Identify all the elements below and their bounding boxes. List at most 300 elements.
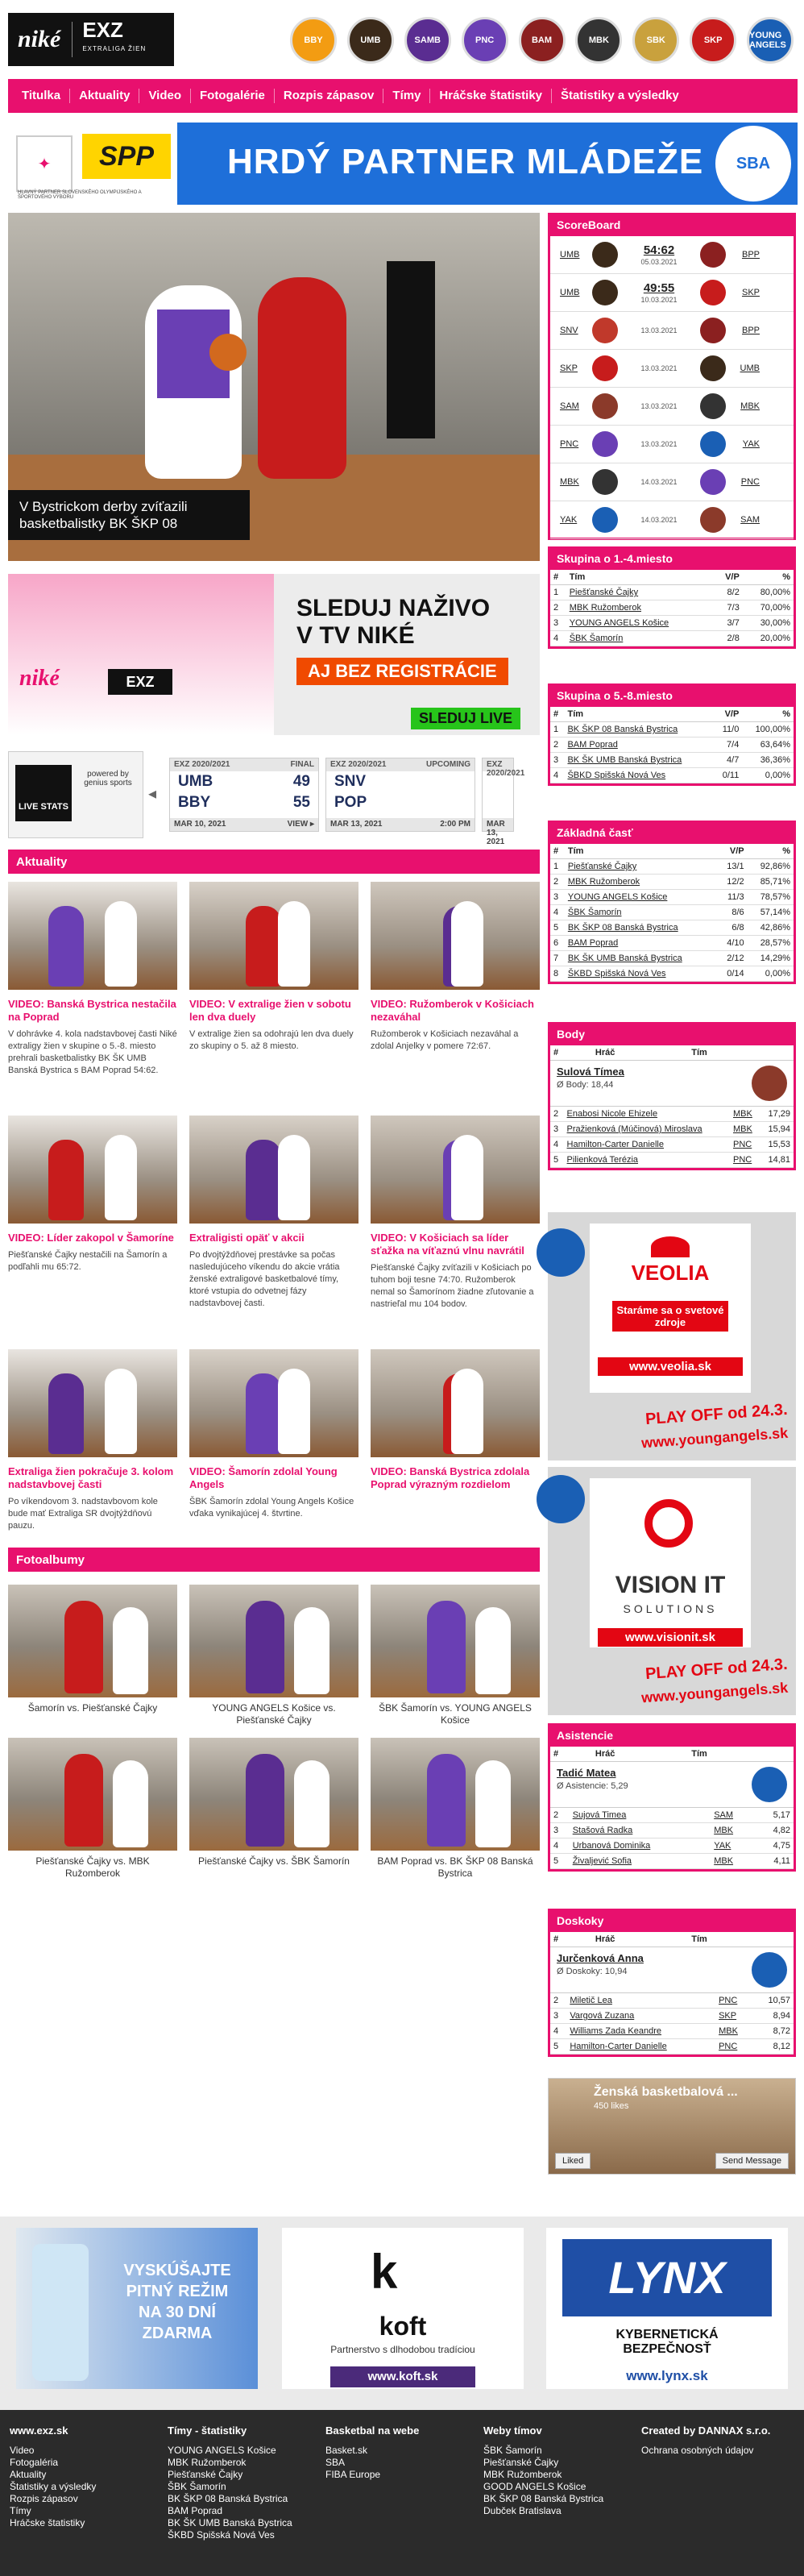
standings-row[interactable] [550,875,794,890]
lynx-url[interactable]: www.lynx.sk [626,2368,708,2383]
match-home[interactable]: SKP [560,364,578,373]
stat-cell: 5 [550,1854,570,1869]
nav-item[interactable]: Rozpis zápasov [275,89,384,103]
footer-link[interactable]: GOOD ANGELS Košice [483,2481,586,2492]
news-title[interactable]: Extraliga žien pokračuje 3. kolom nadstavbovej časti [8,1465,174,1490]
player-figure [105,1369,137,1454]
standings-cell: 4/10 [717,936,747,951]
album-thumbnail[interactable] [189,1585,358,1697]
news-title[interactable]: Extraligisti opäť v akcii [189,1232,305,1244]
standings-cell: 7/4 [714,737,742,753]
scoreboard-match[interactable] [550,274,794,312]
standings-cell: 0,00% [748,966,794,982]
live-cta-button[interactable]: SLEDUJ LIVE [411,708,520,729]
news-card[interactable] [8,882,177,1077]
match-home[interactable]: YAK [560,515,578,525]
scoreboard-match[interactable] [550,388,794,426]
ad-playoff: PLAY OFF od 24.3. [644,1400,789,1429]
stat-row[interactable] [550,1107,794,1122]
stat-column: Hráč [592,1932,688,1947]
player-link[interactable]: Sujová Timea [570,1808,711,1823]
footer-link[interactable]: Hráčske štatistiky [10,2517,85,2528]
standings-cell: 13/1 [717,859,747,875]
match-away[interactable]: MBK [740,401,760,411]
club-logo[interactable]: SAMB [404,17,451,64]
nav-item[interactable]: Fotogalérie [191,89,275,103]
news-thumbnail[interactable] [189,1116,358,1224]
footer-link[interactable]: Piešťanské Čajky [483,2457,559,2468]
stat-rows [550,1107,794,1168]
player-link[interactable]: Williams Zada Keandre [566,2024,715,2039]
leader-text [557,1066,624,1101]
scoreboard-matches [550,236,794,539]
match-result[interactable]: 54:62 [643,243,675,257]
team-link[interactable]: MBK Ružomberok [565,875,718,890]
player-link[interactable]: Miletič Lea [566,1993,715,2009]
club-logo[interactable]: UMB [347,17,394,64]
news-excerpt: ŠBK Šamorín zdolal Young Angels Košice vďaka vynikajúcej 4. štvrtine. [189,1497,354,1519]
news-thumbnail[interactable] [8,1116,177,1224]
scorebar-game[interactable] [325,758,475,832]
news-thumbnail[interactable] [8,882,177,990]
standings-cell: 2 [550,875,565,890]
standings-row[interactable] [550,951,794,966]
footer-link[interactable]: YOUNG ANGELS Košice [168,2445,276,2456]
partner-koft[interactable] [282,2228,524,2389]
match-result[interactable]: 49:55 [643,280,675,295]
news-card[interactable] [8,1349,177,1532]
news-card[interactable] [371,1116,540,1311]
footer-column [10,2424,163,2529]
team-link[interactable]: MBK [711,1823,753,1839]
club-logo[interactable]: SBK [632,17,679,64]
stat-row[interactable] [550,1122,794,1137]
standings-cell: 4/7 [714,753,742,768]
standings-row[interactable] [550,585,794,600]
stat-column [770,1747,794,1762]
stat-row[interactable] [550,1808,794,1823]
fiba-livestats-widget[interactable] [8,751,143,838]
player-figure [278,1369,310,1454]
nav-item[interactable]: Aktuality [70,89,139,103]
album-card[interactable] [189,1585,358,1726]
standings-row[interactable] [550,936,794,951]
footer-link[interactable]: Video [10,2445,35,2456]
player-figure [64,1601,103,1693]
footer-link[interactable]: Tímy [10,2505,31,2516]
team-logo-icon [700,242,726,268]
partner-water[interactable] [16,2228,258,2389]
team-link[interactable]: BK ŠKP 08 Banská Bystrica [565,920,718,936]
scoreboard-match[interactable] [550,312,794,350]
footer-link[interactable]: MBK Ružomberok [483,2469,562,2480]
news-card[interactable] [371,1349,540,1496]
ad-url[interactable]: www.visionit.sk [598,1628,743,1647]
leader-name[interactable]: Tadić Matea [557,1767,616,1779]
facebook-like-button[interactable]: Liked [555,2153,591,2169]
player-figure [105,1135,137,1220]
standings-cell: 30,00% [743,616,794,631]
scorebar-prev-icon[interactable]: ◂ [148,785,157,803]
album-caption[interactable]: Piešťanské Čajky vs. ŠBK Šamorín [198,1855,350,1867]
stat-row[interactable] [550,2039,794,2055]
standings-row[interactable] [550,890,794,905]
player-link[interactable]: Vargová Zuzana [566,2009,715,2024]
stat-row[interactable] [550,1153,794,1168]
hero-caption[interactable]: V Bystrickom derby zvíťazili basketbalistky BK ŠKP 08 [8,490,250,540]
stat-cell: 4 [550,1839,570,1854]
news-thumbnail[interactable] [189,882,358,990]
footer-link[interactable]: BAM Poprad [168,2505,223,2516]
standings-cell: 1 [550,722,564,737]
news-title[interactable]: VIDEO: Ružomberok v Košiciach nezaváhal [371,998,534,1023]
album-card[interactable] [189,1738,358,1868]
club-logo[interactable]: BBY [290,17,337,64]
match-home[interactable]: SAM [560,401,579,411]
news-title[interactable]: VIDEO: Líder zakopol v Šamoríne [8,1232,174,1244]
team-link[interactable]: YAK [711,1839,753,1854]
match-home[interactable]: MBK [560,477,579,487]
game-status: UPCOMING [426,760,470,769]
player-figure [48,1373,84,1454]
scoreboard-match[interactable] [550,350,794,388]
logo-exz-sub: EXTRALIGA ŽIEN [82,45,147,52]
standings-row[interactable] [550,966,794,982]
ad-site[interactable]: www.youngangels.sk [640,1679,789,1706]
news-thumbnail[interactable] [189,1349,358,1457]
stat-row[interactable] [550,2024,794,2039]
standings-cell: 8/6 [717,905,747,920]
aktuality-heading[interactable]: Aktuality [8,850,540,874]
game-score: 55 [292,794,310,811]
team-link[interactable]: ŠBKD Spišská Nová Ves [564,768,713,783]
album-card[interactable] [371,1738,540,1880]
footer-link[interactable]: Fotogaléria [10,2457,59,2468]
footer-link[interactable]: BK ŠK UMB Banská Bystrica [168,2517,292,2528]
player-link[interactable]: Urbanová Dominika [570,1839,711,1854]
stat-table [550,1045,794,1061]
leader-name[interactable]: Jurčenková Anna [557,1952,644,1964]
team-link[interactable]: MBK [715,2024,752,2039]
lynx-line: KYBERNETICKÁ BEZPEČNOSŤ [615,2328,719,2356]
standings-column: Tím [566,570,714,585]
news-thumbnail[interactable] [371,882,540,990]
team-link[interactable]: PNC [715,1993,752,2009]
club-logo[interactable]: PNC [462,17,508,64]
match-score [623,439,695,449]
standings-cell: 4 [550,768,564,783]
news-title[interactable]: VIDEO: V extralige žien v sobotu len dva duely [189,998,351,1023]
team-logo-icon [752,1767,787,1802]
match-score [623,401,695,411]
nav-item[interactable]: Titulka [13,89,70,103]
stat-column: # [550,1045,592,1061]
player-figure [113,1760,148,1847]
hero-article[interactable] [8,213,540,561]
nav-item[interactable]: Video [139,89,191,103]
nav-item[interactable]: Štatistiky a výsledky [561,89,679,102]
club-logo[interactable]: YOUNG ANGELS [747,17,794,64]
news-thumbnail[interactable] [8,1349,177,1457]
album-card[interactable] [371,1585,540,1726]
album-caption[interactable]: Piešťanské Čajky vs. MBK Ružomberok [35,1855,150,1879]
live-tv-banner[interactable] [8,574,540,735]
news-title[interactable]: VIDEO: Banská Bystrica zdolala Poprad výrazným rozdielom [371,1465,530,1490]
stat-cell: 8,12 [752,2039,794,2055]
team-link[interactable]: PNC [730,1153,760,1168]
team-link[interactable]: YOUNG ANGELS Košice [566,616,714,631]
nav-item[interactable]: Hráčske štatistiky [430,89,552,103]
team-link[interactable]: ŠBK Šamorín [566,631,714,646]
team-link[interactable]: SKP [715,2009,752,2024]
match-away[interactable]: SKP [741,288,760,297]
game-team: POP [334,794,367,811]
standings-row[interactable] [550,616,794,631]
news-card[interactable] [189,1349,358,1520]
album-thumbnail[interactable] [8,1738,177,1851]
album-thumbnail[interactable] [371,1585,540,1697]
stat-leader[interactable] [550,1762,794,1808]
match-away[interactable]: BPP [741,326,760,335]
scoreboard-match[interactable] [550,463,794,501]
club-logo[interactable]: BAM [519,17,566,64]
match-date: 13.03.2021 [640,364,678,372]
footer-heading: Basketbal na webe [325,2424,420,2437]
player-figure [294,1607,329,1694]
album-caption[interactable]: Šamorín vs. Piešťanské Čajky [27,1702,158,1714]
standings-column: V/P [714,707,742,722]
scorebar-game[interactable] [169,758,319,832]
scorebar-game[interactable] [482,758,525,846]
news-thumbnail[interactable] [371,1349,540,1457]
team-logo-icon [700,431,726,457]
partner-lynx[interactable] [546,2228,788,2389]
club-logo[interactable]: SKP [690,17,736,64]
footer-column [483,2424,636,2517]
footer-link[interactable]: Rozpis zápasov [10,2493,78,2504]
match-away[interactable]: UMB [740,364,760,373]
match-home[interactable]: UMB [560,288,580,297]
fotoalbumy-heading[interactable]: Fotoalbumy [8,1548,540,1572]
stat-row[interactable] [550,1823,794,1839]
team-link[interactable]: Piešťanské Čajky [566,585,714,600]
standings-row[interactable] [550,600,794,616]
footer-link[interactable]: Štatistiky a výsledky [10,2481,97,2492]
standings-cell: 80,00% [743,585,794,600]
nav-item[interactable]: Tímy [383,89,430,103]
site-logo[interactable] [8,13,174,66]
stat-row[interactable] [550,1993,794,2009]
standings-cell: 11/0 [714,722,742,737]
news-thumbnail[interactable] [371,1116,540,1224]
stat-row[interactable] [550,1839,794,1854]
spp-logo: SPP [82,134,171,179]
player-link[interactable]: Hamilton-Carter Danielle [566,2039,715,2055]
stat-cell: 3 [550,1122,564,1137]
album-caption[interactable]: BAM Poprad vs. BK ŠKP 08 Banská Bystrica [377,1855,533,1879]
match-score [623,515,695,525]
standings-row[interactable] [550,737,794,753]
team-link[interactable]: MBK [730,1122,760,1137]
footer-link[interactable]: BK ŠKP 08 Banská Bystrica [168,2493,288,2504]
footer-link[interactable]: ŠBK Šamorín [168,2481,226,2492]
footer-link[interactable]: ŠKBD Spišská Nová Ves [168,2529,275,2541]
team-logo-icon [592,318,618,343]
match-date: 13.03.2021 [640,440,678,448]
stat-cell: 5,17 [754,1808,794,1823]
live-banner-photo [8,574,274,735]
standings-cell: 92,86% [748,859,794,875]
game-team: UMB [178,773,213,790]
match-away[interactable]: SAM [740,515,760,525]
album-card[interactable] [8,1585,177,1714]
team-link[interactable]: BK ŠK UMB Banská Bystrica [565,951,718,966]
player-link[interactable]: Pilienková Terézia [564,1153,730,1168]
stat-box [548,1723,796,1872]
scoreboard-match[interactable] [550,501,794,539]
standings-row[interactable] [550,631,794,646]
stat-table [550,1747,794,1762]
ad-site[interactable]: www.youngangels.sk [640,1424,789,1452]
facebook-page-name[interactable]: Ženská basketbalová ... [594,2085,738,2099]
standings-cell: 28,57% [748,936,794,951]
footer-link[interactable]: FIBA Europe [325,2469,381,2480]
standings-cell: 8 [550,966,565,982]
koft-url[interactable]: www.koft.sk [330,2366,475,2387]
footer-heading: Tímy - štatistiky [168,2424,247,2437]
team-link[interactable]: BK ŠK UMB Banská Bystrica [564,753,713,768]
stat-row[interactable] [550,2009,794,2024]
standings-title: Základná časť [550,823,794,844]
match-away[interactable]: BPP [741,250,760,260]
match-away[interactable]: YAK [742,439,760,449]
standings-cell: 2 [550,737,564,753]
player-figure [427,1601,466,1693]
hero-player-red [258,277,346,479]
standings-box [548,821,796,984]
scoreboard-match[interactable] [550,426,794,463]
scoreboard-match[interactable] [550,236,794,274]
match-home[interactable]: PNC [560,439,579,449]
club-logo[interactable]: MBK [575,17,622,64]
team-link[interactable]: MBK Ružomberok [566,600,714,616]
team-link[interactable]: PNC [730,1137,760,1153]
lynx-brand: LYNX [562,2239,772,2316]
standings-row[interactable] [550,722,794,737]
news-card[interactable] [189,882,358,1053]
standings-row[interactable] [550,920,794,936]
album-caption[interactable]: YOUNG ANGELS Košice vs. Piešťanské Čajky [212,1702,336,1726]
footer-link[interactable]: Piešťanské Čajky [168,2469,243,2480]
team-link[interactable]: ŠBK Šamorín [565,905,718,920]
player-link[interactable]: Hamilton-Carter Danielle [564,1137,730,1153]
standings-column: % [748,844,794,859]
stat-row[interactable] [550,1137,794,1153]
facebook-widget[interactable] [548,2078,796,2175]
ad-url[interactable]: www.veolia.sk [598,1357,743,1376]
match-home[interactable]: SNV [560,326,578,335]
album-caption[interactable]: ŠBK Šamorín vs. YOUNG ANGELS Košice [379,1702,532,1726]
news-title[interactable]: VIDEO: Šamorín zdolal Young Angels [189,1465,338,1490]
standings-cell: 0/14 [717,966,747,982]
standings-row[interactable] [550,859,794,875]
leader-name[interactable]: Sulová Tímea [557,1066,624,1078]
album-thumbnail[interactable] [189,1738,358,1851]
game-action[interactable]: 2:00 PM [440,820,470,829]
team-link[interactable]: BK ŠKP 08 Banská Bystrica [564,722,713,737]
sidebar-ad[interactable] [548,1467,796,1715]
sidebar-ad[interactable] [548,1212,796,1460]
spp-banner[interactable] [8,123,798,205]
player-link[interactable]: Živaljević Sofia [570,1854,711,1869]
koft-brand: koft [379,2312,427,2341]
footer-link[interactable]: SBA [325,2457,346,2468]
team-logo-icon [592,242,618,268]
footer-link[interactable]: Basket.sk [325,2445,368,2456]
match-date: 13.03.2021 [640,402,678,410]
team-link[interactable]: ŠKBD Spišská Nová Ves [565,966,718,982]
game-action[interactable]: VIEW ▸ [287,820,314,829]
standings-cell: 4 [550,905,565,920]
team-link[interactable]: MBK [711,1854,753,1869]
standings-column: Tím [565,844,718,859]
team-link[interactable]: MBK [730,1107,760,1122]
news-title[interactable]: VIDEO: V Košiciach sa líder sťažka na víťaznú vlnu navrátil [371,1232,524,1257]
album-thumbnail[interactable] [8,1585,177,1697]
standings-table [550,707,794,783]
footer-link[interactable]: Dubček Bratislava [483,2505,562,2516]
team-link[interactable]: PNC [715,2039,752,2055]
team-link[interactable]: SAM [711,1808,753,1823]
player-figure [64,1754,103,1847]
standings-row[interactable] [550,753,794,768]
footer-link[interactable]: BK ŠKP 08 Banská Bystrica [483,2493,604,2504]
news-card[interactable] [371,882,540,1053]
banner-slogan: HRDÝ PARTNER MLÁDEŽE [227,142,704,181]
match-home[interactable]: UMB [560,250,580,260]
match-away[interactable]: PNC [740,477,760,487]
player-link[interactable]: Stašová Radka [570,1823,711,1839]
standings-row[interactable] [550,768,794,783]
facebook-send-button[interactable]: Send Message [715,2153,789,2169]
footer-link[interactable]: Aktuality [10,2469,47,2480]
team-link[interactable]: YOUNG ANGELS Košice [565,890,718,905]
news-title[interactable]: VIDEO: Banská Bystrica nestačila na Poprad [8,998,176,1023]
stat-leader[interactable] [550,1947,794,1993]
stat-row[interactable] [550,1854,794,1869]
basketball-icon [209,334,247,371]
sba-logo: SBA [715,126,791,202]
player-link[interactable]: Pražienková (Múčinová) Miroslava [564,1122,730,1137]
live-heading [296,595,490,650]
footer-link[interactable]: Ochrana osobných údajov [641,2445,754,2456]
team-link[interactable]: BAM Poprad [564,737,713,753]
footer-link[interactable]: ŠBK Šamorín [483,2445,542,2456]
standings-cell: 8/2 [714,585,743,600]
footer-link[interactable]: MBK Ružomberok [168,2457,247,2468]
news-card[interactable] [189,1116,358,1310]
player-figure [451,1135,483,1220]
standings-row[interactable] [550,905,794,920]
stat-leader[interactable] [550,1061,794,1107]
album-card[interactable] [8,1738,177,1880]
album-thumbnail[interactable] [371,1738,540,1851]
team-logo-icon [700,355,726,381]
news-card[interactable] [8,1116,177,1273]
player-link[interactable]: Enabosi Nicole Ehizele [564,1107,730,1122]
team-link[interactable]: Piešťanské Čajky [565,859,718,875]
team-link[interactable]: BAM Poprad [565,936,718,951]
